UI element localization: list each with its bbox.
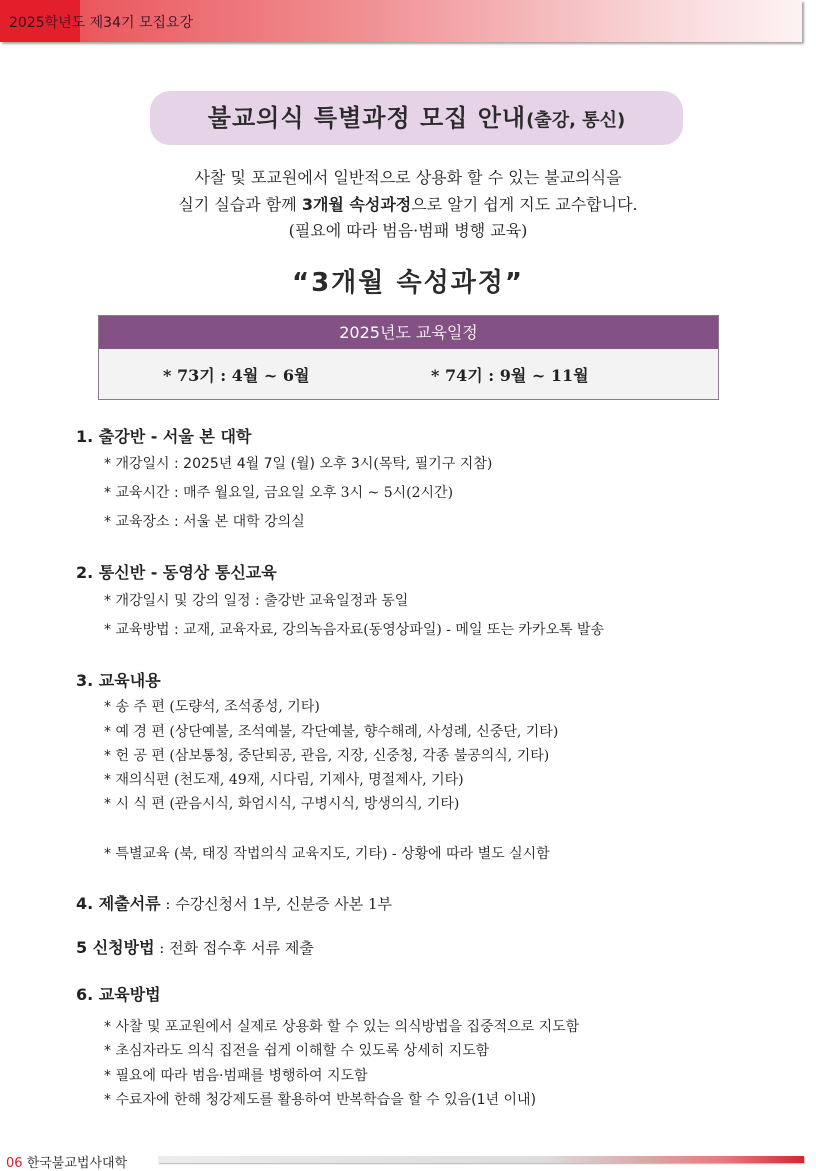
footer-divider bbox=[158, 1156, 804, 1163]
header-title: 2025학년도 제34기 모집요강 bbox=[9, 15, 194, 31]
intro-line-2-c: 으로 알기 쉽게 지도 교수합니다. bbox=[411, 195, 638, 214]
section-5 bbox=[76, 935, 314, 958]
section-3-item-2 bbox=[104, 721, 558, 741]
section-2-item-2 bbox=[104, 619, 604, 639]
section-3-item-3 bbox=[104, 745, 549, 765]
item-label: * 교육방법 : bbox=[104, 622, 184, 638]
section-3-item-4 bbox=[104, 769, 464, 789]
section-6-item-3: * 필요에 따라 범음·범패를 병행하여 지도함 bbox=[104, 1068, 368, 1084]
item-label: * 교육시간 : bbox=[104, 485, 184, 501]
intro-line-2 bbox=[0, 192, 816, 215]
item-label: * 헌 공 편 bbox=[104, 748, 170, 764]
section-1-title: 1. 출강반 - 서울 본 대학 bbox=[76, 427, 252, 446]
item-note: (도량석, 조석종성, 기타) bbox=[169, 699, 320, 715]
intro-line-1: 사찰 및 포교원에서 일반적으로 상용화 할 수 있는 불교의식을 bbox=[194, 168, 622, 187]
item-note: 서울 본 대학 강의실 bbox=[183, 514, 305, 530]
section-4-title: 4. 제출서류 bbox=[76, 894, 161, 913]
item-note: (삼보통청, 중단퇴공, 관음, 지장, 신중청, 각종 불공의식, 기타) bbox=[169, 748, 550, 764]
page-title: 불교의식 특별과정 모집 안내 bbox=[207, 104, 527, 132]
item-note: 교재, 교육자료, 강의녹음자료(동영상파일) - 메일 또는 카카오톡 발송 bbox=[183, 622, 605, 638]
page-subtitle: (출강, 통신) bbox=[526, 110, 626, 131]
section-2-title: 2. 통신반 - 동영상 통신교육 bbox=[76, 563, 277, 582]
item-label: * 개강일시 및 강의 일정 : bbox=[104, 593, 265, 609]
schedule-header: 2025년도 교육일정 bbox=[99, 316, 718, 349]
section-6-item-1: * 사찰 및 포교원에서 실제로 상용화 할 수 있는 의식방법을 집중적으로 지도함 bbox=[104, 1019, 580, 1035]
item-note: (북, 태징 작법의식 교육지도, 기타) - 상황에 따라 별도 실시함 bbox=[174, 846, 550, 862]
section-1-item-2 bbox=[104, 482, 453, 502]
intro-line-3: (필요에 따라 범음·범패 병행 교육) bbox=[288, 221, 528, 240]
item-label: * 송 주 편 bbox=[104, 699, 170, 715]
section-6-title: 6. 교육방법 bbox=[76, 985, 161, 1004]
section-1-item-3 bbox=[104, 511, 305, 531]
intro-line-2-a: 실기 실습과 함께 bbox=[178, 195, 302, 214]
footer bbox=[6, 1152, 127, 1171]
section-3-item-6 bbox=[104, 843, 550, 863]
schedule-box bbox=[98, 315, 719, 400]
section-4-text: : 수강신청서 1부, 신분증 사본 1부 bbox=[160, 895, 393, 913]
item-label: * 예 경 편 bbox=[104, 724, 170, 740]
section-2-item-1 bbox=[104, 590, 408, 610]
item-label: * 특별교육 bbox=[104, 846, 174, 862]
intro-line-2-b: 3개월 속성과정 bbox=[301, 195, 412, 214]
section-6-item-4: * 수료자에 한해 청강제도를 활용하여 반복학습을 할 수 있음(1년 이내) bbox=[104, 1092, 537, 1108]
footer-name: 한국불교법사대학 bbox=[26, 1156, 128, 1171]
item-note: (상단예불, 조석예불, 각단예불, 향수해례, 사성례, 신중단, 기타) bbox=[169, 724, 559, 740]
section-3-item-1 bbox=[104, 696, 320, 716]
item-note: (목탁, 필기구 지참) bbox=[373, 456, 493, 472]
item-note: 출강반 교육일정과 동일 bbox=[264, 593, 409, 609]
section-3-item-5 bbox=[104, 793, 459, 813]
title-banner bbox=[150, 91, 683, 145]
item-note: (천도재, 49재, 시다림, 기제사, 명절제사, 기타) bbox=[174, 772, 464, 788]
headline: “3개월 속성과정” bbox=[291, 268, 524, 298]
schedule-row bbox=[99, 349, 718, 399]
section-5-title: 5 신청방법 bbox=[76, 938, 155, 957]
item-label: * 개강일시 : 2025년 4월 7일 (월) 오후 3시 bbox=[104, 456, 374, 472]
schedule-term-73: * 73기 : 4월 ~ 6월 bbox=[163, 366, 310, 385]
item-label: * 시 식 편 bbox=[104, 796, 170, 812]
item-note: (관음시식, 화엄시식, 구병시식, 방생의식, 기타) bbox=[169, 796, 460, 812]
section-6-item-2: * 초심자라도 의식 집전을 쉽게 이해할 수 있도록 상세히 지도함 bbox=[104, 1043, 490, 1059]
item-note: 매주 월요일, 금요일 오후 3시 ~ 5시(2시간) bbox=[183, 485, 454, 501]
section-4 bbox=[76, 891, 392, 914]
item-label: * 교육장소 : bbox=[104, 514, 184, 530]
header-bar bbox=[0, 0, 802, 42]
page-number: 06 bbox=[6, 1156, 23, 1171]
section-1-item-1 bbox=[104, 453, 492, 473]
schedule-term-74: * 74기 : 9월 ~ 11월 bbox=[431, 366, 589, 385]
item-label: * 재의식편 bbox=[104, 772, 174, 788]
section-5-text: : 전화 접수후 서류 제출 bbox=[154, 939, 314, 957]
section-3-title: 3. 교육내용 bbox=[76, 671, 161, 690]
